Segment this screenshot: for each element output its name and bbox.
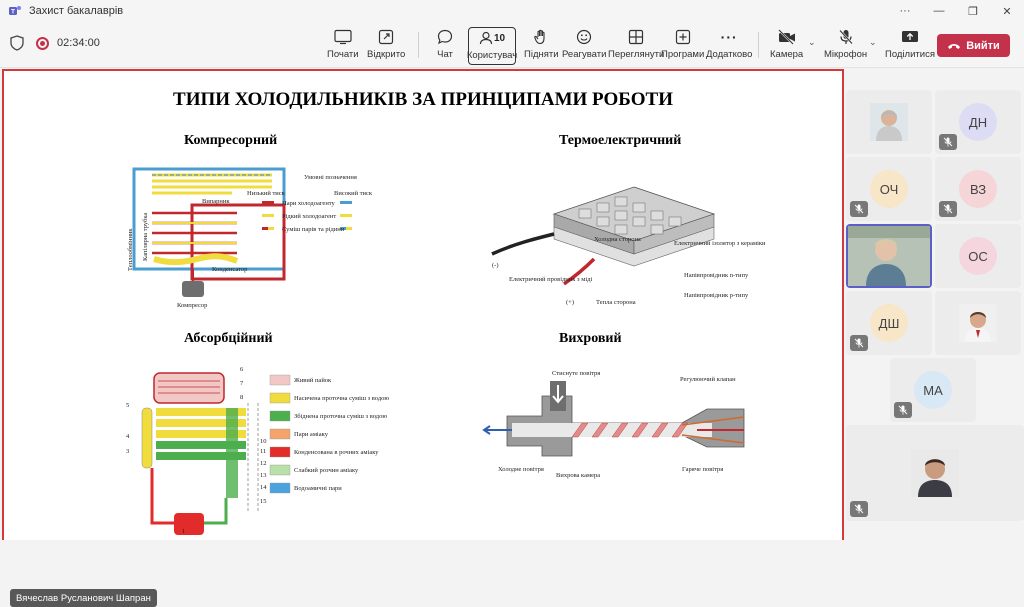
avatar — [870, 103, 908, 141]
compressor-diagram — [122, 161, 382, 311]
start-icon — [334, 29, 352, 45]
avatar: ДШ — [870, 304, 908, 342]
avatar: ВЗ — [959, 170, 997, 208]
avatar — [959, 304, 997, 342]
absorption-title: Абсорбційний — [184, 331, 273, 346]
svg-text:8: 8 — [240, 394, 244, 401]
mic-muted-icon — [850, 501, 868, 517]
conductor-label: Електричний провідник з міді — [509, 276, 593, 283]
minimize-button[interactable]: — — [933, 5, 945, 17]
svg-text:Пари аміаку: Пари аміаку — [294, 431, 328, 438]
svg-text:12: 12 — [260, 460, 267, 467]
avatar: МА — [914, 371, 952, 409]
vortex-chamber-label: Вихрова камера — [556, 472, 601, 479]
svg-text:Пари холодоагенту: Пари холодоагенту — [282, 200, 335, 207]
more-icon: ··· — [720, 29, 738, 45]
participant-gallery — [846, 90, 1024, 540]
mic-muted-icon — [939, 201, 957, 217]
slide-title: ТИПИ ХОЛОДИЛЬНИКІВ ЗА ПРИНЦИПАМИ РОБОТИ — [173, 89, 673, 110]
start-button[interactable]: Почати — [327, 27, 359, 65]
chat-icon — [437, 29, 453, 45]
people-icon — [479, 31, 493, 45]
participant-tile[interactable] — [846, 90, 932, 154]
n-type-label: Напівпровідник n-типу — [684, 272, 749, 279]
view-button[interactable]: Переглянути — [608, 27, 664, 65]
svg-text:Насичена проточна суміш з водо: Насичена проточна суміш з водою — [294, 395, 390, 402]
svg-text:4: 4 — [126, 433, 130, 440]
restore-button[interactable]: ❐ — [968, 5, 978, 18]
participant-tile[interactable] — [890, 358, 976, 422]
pop-out-icon — [378, 29, 394, 45]
phone-hangup-icon — [947, 42, 961, 50]
svg-text:1: 1 — [182, 528, 186, 535]
vortex-title: Вихровий — [559, 331, 622, 346]
avatar: ОС — [959, 237, 997, 275]
participant-tile[interactable] — [935, 157, 1021, 221]
valve-label: Регулюючий клапан — [680, 376, 736, 383]
participant-tile[interactable] — [935, 291, 1021, 355]
more-options-button[interactable]: ··· — [899, 5, 911, 17]
svg-text:T: T — [11, 8, 15, 16]
svg-text:15: 15 — [260, 498, 267, 505]
condenser-label: Конденсатор — [212, 266, 248, 273]
shield-icon[interactable] — [10, 35, 24, 51]
meeting-toolbar — [0, 22, 1024, 68]
hand-icon — [534, 29, 548, 45]
compressor-label: Компресор — [177, 302, 208, 309]
minus-label: (-) — [492, 262, 499, 269]
p-type-label: Напівпровідник p-типу — [684, 292, 749, 299]
legend-title: Умовні позначення — [304, 174, 357, 181]
mic-muted-icon — [894, 402, 912, 418]
mic-muted-icon — [939, 134, 957, 150]
vortex-diagram — [482, 371, 752, 501]
avatar: ДН — [959, 103, 997, 141]
insulator-label: Електричний ізолятор з кераміки — [674, 240, 766, 247]
leave-button[interactable]: Вийти — [937, 34, 1010, 57]
react-button[interactable]: Реагувати — [562, 27, 606, 65]
people-button[interactable]: 10 Користувач — [468, 27, 516, 65]
svg-text:7: 7 — [240, 380, 244, 387]
hot-air-label: Гаряче повітря — [682, 466, 724, 473]
svg-text:Живий пайок: Живий пайок — [294, 377, 332, 384]
compressed-air-label: Стиснуте повітря — [552, 370, 601, 377]
participant-tile[interactable] — [846, 157, 932, 221]
svg-text:10: 10 — [260, 438, 267, 445]
participant-tile[interactable] — [846, 291, 932, 355]
opened-button[interactable]: Відкрито — [367, 27, 405, 65]
share-icon — [901, 29, 919, 45]
more-button[interactable]: ··· Додатково — [706, 29, 753, 60]
mic-button[interactable]: Мікрофон — [824, 27, 867, 65]
svg-text:Суміш парів та рідини: Суміш парів та рідини — [282, 226, 345, 233]
title-bar — [0, 0, 1024, 22]
legend-high-pressure: Високий тиск — [334, 190, 373, 197]
camera-options-chevron-icon[interactable]: ⌄ — [808, 37, 816, 47]
participant-tile[interactable] — [935, 90, 1021, 154]
thermoelectric-title: Термоелектричний — [559, 133, 682, 148]
svg-text:13: 13 — [260, 472, 267, 479]
participant-count: 10 — [493, 32, 506, 44]
svg-text:Збіднена проточна суміш з водо: Збіднена проточна суміш з водою — [294, 413, 388, 420]
raise-hand-button[interactable]: Підняти — [524, 27, 559, 65]
presenter-name-tag: Вячеслав Русланович Шапран — [10, 589, 157, 607]
profile-photo — [870, 103, 908, 141]
apps-button[interactable]: Програми — [661, 27, 704, 65]
absorption-diagram — [122, 363, 390, 535]
cold-air-label: Холодне повітря — [498, 466, 544, 473]
capillary-label: Капілярна трубка — [142, 212, 149, 261]
mic-muted-icon — [850, 335, 868, 351]
participant-tile[interactable] — [935, 224, 1021, 288]
warm-side-label: Тепла сторона — [596, 299, 636, 306]
svg-text:11: 11 — [260, 448, 267, 455]
chat-button[interactable]: Чат — [435, 27, 455, 65]
profile-photo — [911, 449, 959, 497]
heat-exchanger-label: Теплообмінник — [127, 228, 134, 271]
grid-view-icon — [628, 29, 644, 45]
participant-tile[interactable] — [846, 425, 1024, 521]
compressor-title: Компресорний — [184, 133, 278, 148]
avatar — [911, 449, 959, 497]
svg-text:Слабкий розчин аміаку: Слабкий розчин аміаку — [294, 467, 359, 474]
mic-off-icon — [838, 29, 854, 45]
profile-photo — [959, 304, 997, 342]
mic-muted-icon — [850, 201, 868, 217]
svg-text:3: 3 — [126, 448, 130, 455]
close-button[interactable]: ✕ — [1002, 5, 1012, 18]
add-app-icon — [675, 29, 691, 45]
teams-icon — [8, 4, 22, 18]
evaporator-label: Випарник — [202, 198, 230, 205]
svg-text:Конденсована в рочних аміаку: Конденсована в рочних аміаку — [294, 449, 379, 456]
shared-screen — [2, 69, 844, 604]
mic-options-chevron-icon[interactable]: ⌄ — [869, 37, 877, 47]
camera-off-icon — [778, 29, 796, 45]
meeting-timer: 02:34:00 — [57, 37, 100, 49]
plus-label: (+) — [566, 299, 574, 306]
recording-icon — [36, 37, 49, 50]
avatar: ОЧ — [870, 170, 908, 208]
smile-icon — [576, 29, 592, 45]
cold-side-label: Холодна сторона — [594, 236, 641, 243]
svg-text:5: 5 — [126, 402, 130, 409]
legend-low-pressure: Низький тиск — [247, 190, 285, 197]
window-title: Захист бакалаврів — [29, 5, 124, 17]
svg-text:Водоамичні пари: Водоамичні пари — [294, 485, 342, 492]
thermoelectric-diagram — [484, 159, 766, 309]
svg-text:Рідкий холодоагент: Рідкий холодоагент — [282, 213, 337, 220]
participant-video — [848, 226, 930, 286]
participant-video-tile[interactable] — [846, 224, 932, 288]
share-button[interactable]: Поділитися — [885, 27, 935, 65]
camera-button[interactable]: Камера — [770, 27, 803, 65]
svg-text:6: 6 — [240, 366, 244, 373]
svg-text:14: 14 — [260, 484, 267, 491]
